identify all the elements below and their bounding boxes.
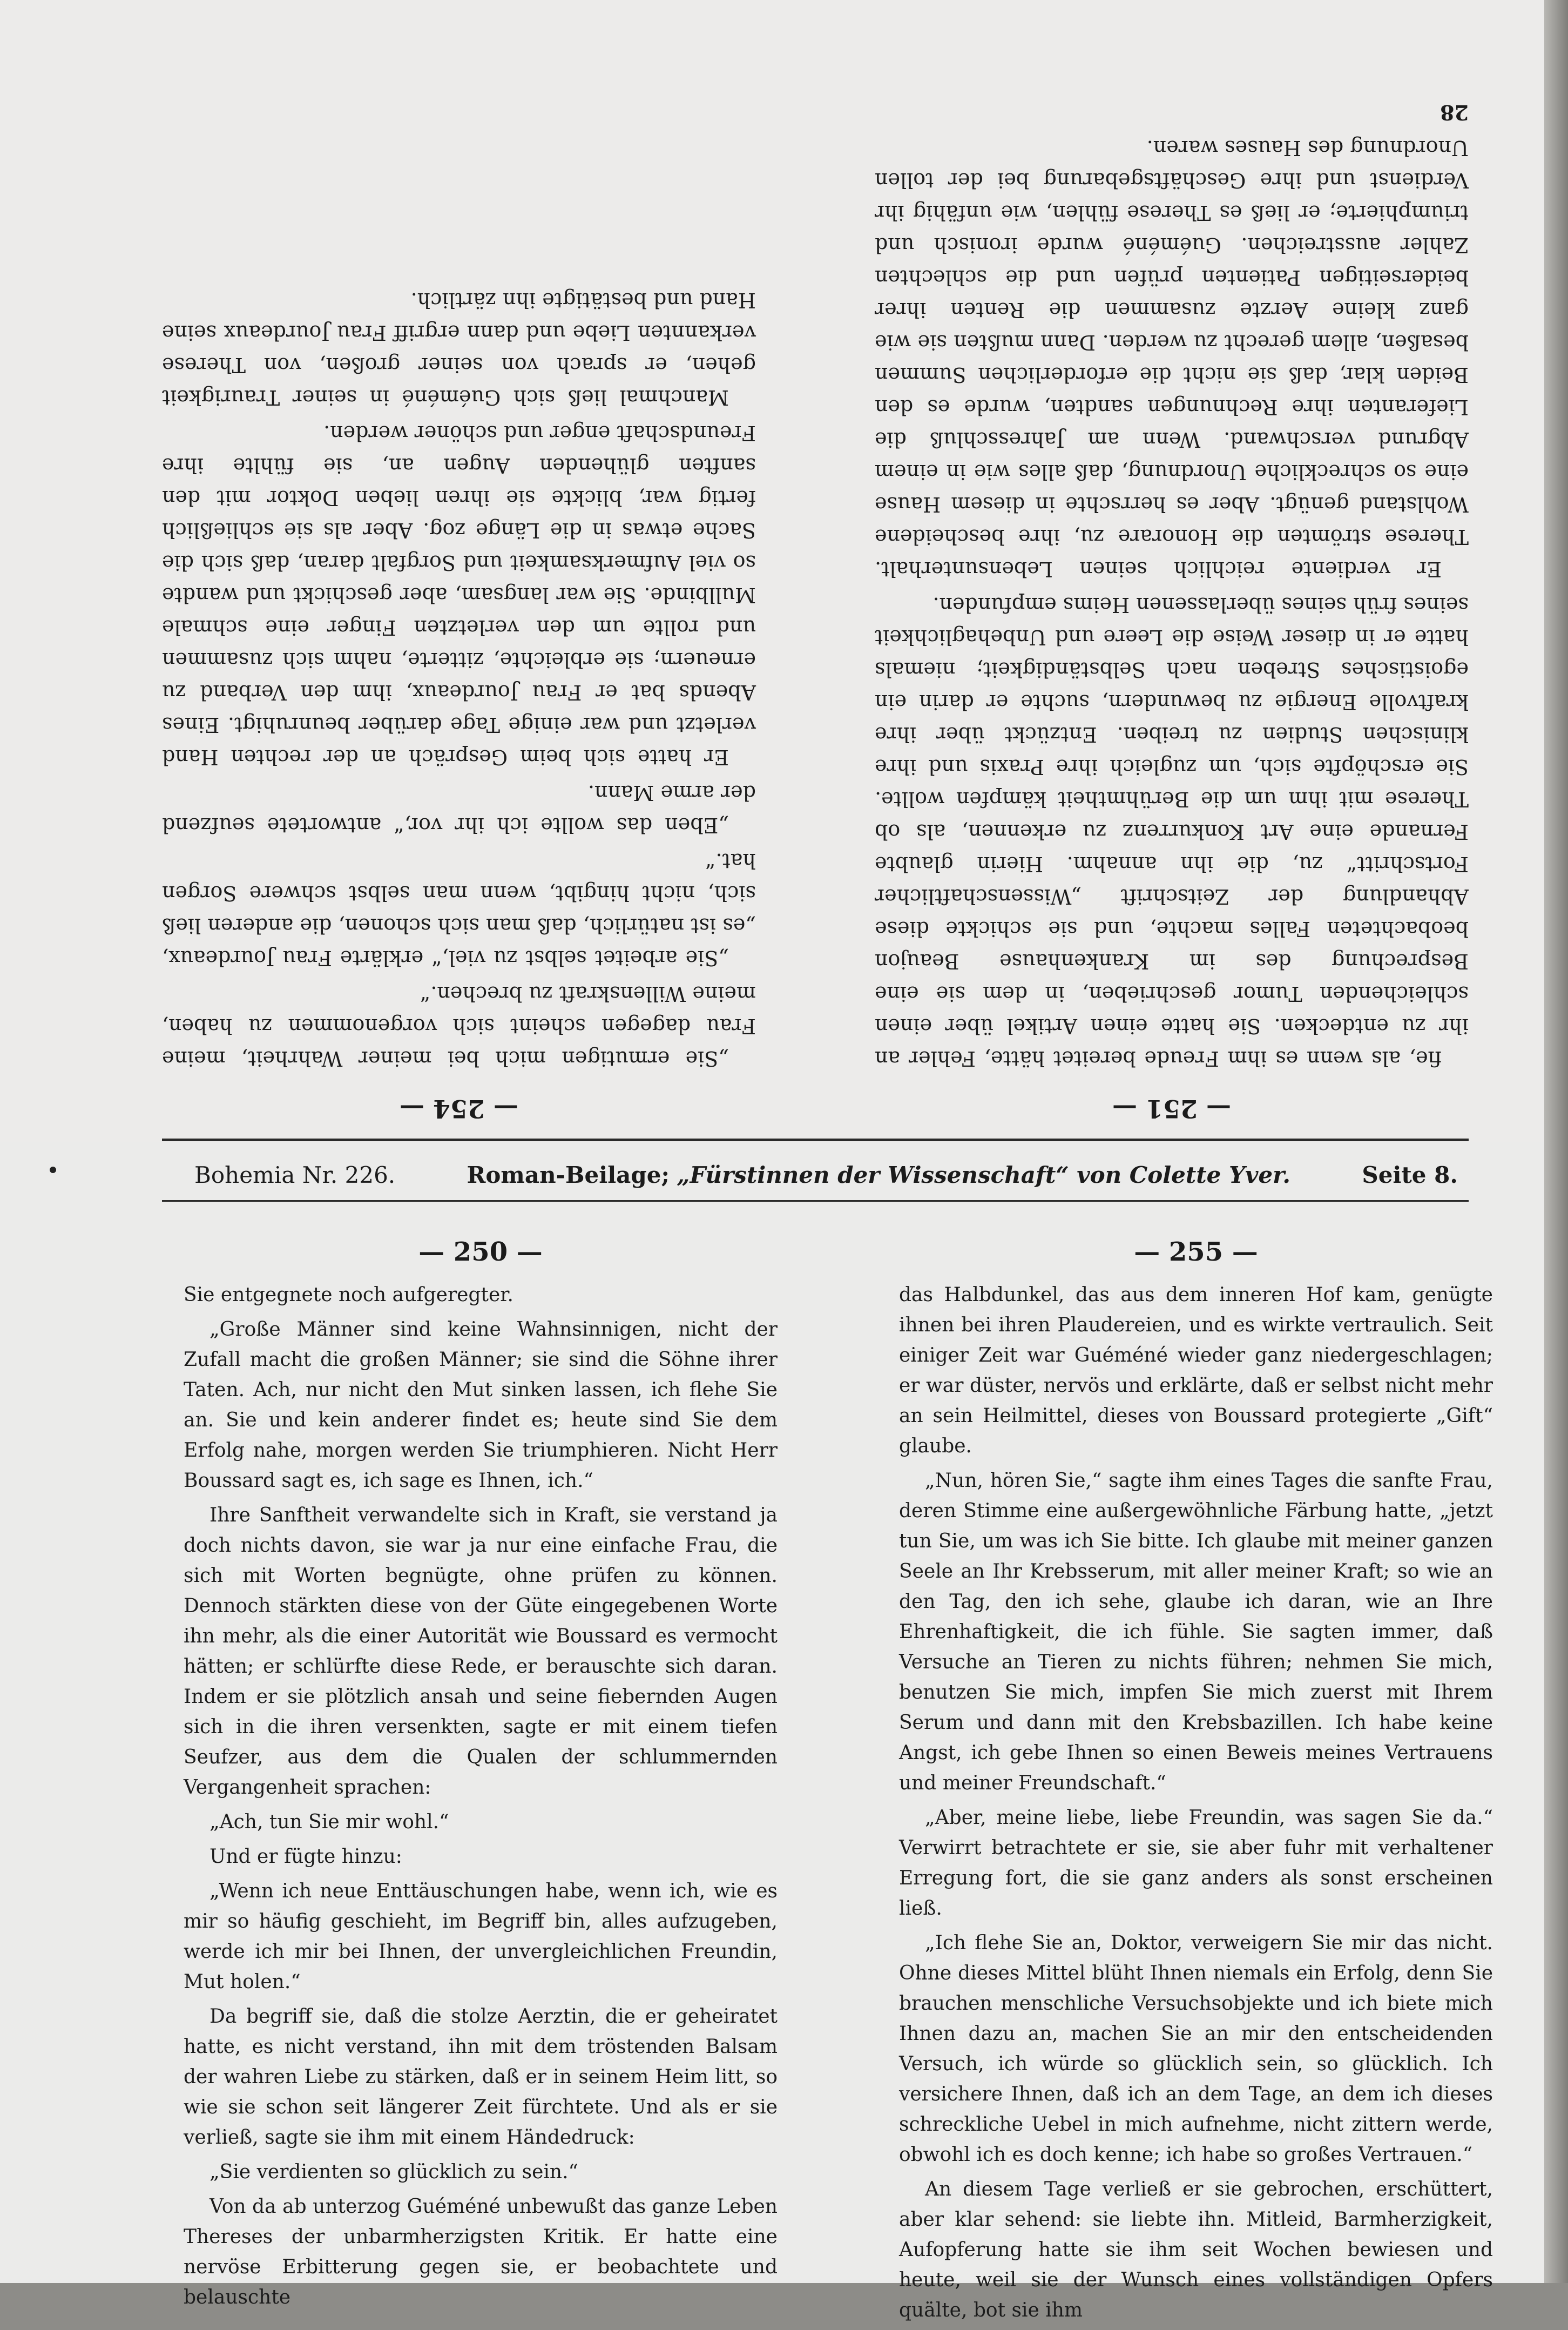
upper-left-column [875, 93, 1469, 1075]
paragraph: Er hatte sich beim Gespräch an der rechten Hand verletzt und war einige Tage darüber beunruhigt. Eines Abends bat er Frau Jourdeaux, ihm den Verband zu erneuern; sie erbleichte, zitterte, nahm sich zusammen und rollte um den verletzten Finger eine schmale Mullbinde. Sie war langsam, aber geschickt und wandte so viel Aufmerksamkeit und Sorgfalt daran, daß sich die Sache etwas in die Länge zog. Aber als sie schließlich fertig war, blickte sie ihren lieben Doktor mit den sanften glühenden Augen an, sie fühlte ihre Freundschaft enger und schöner werden. [162, 421, 756, 769]
paragraph: „Aber, meine liebe, liebe Freundin, was sagen Sie da.“ Verwirrt betrachtete er sie, sie aber fuhr mit verhaltener Erregung fort, die sie ganz anders als sonst erscheinen ließ. [899, 1807, 1493, 1920]
supplement-label [467, 1162, 1291, 1188]
paragraph: fie, als wenn es ihm Freude bereitet hätte, Fehler an ihr zu entdecken. Sie hatte einen Artikel über einen schleichenden Tumor geschrieben, in dem sie eine Besprechung des im Krankenhause Beaujon beobachteten Falles machte, und sie schickte diese Abhandlung der Zeitschrift „Wissenschaftlicher Fortschritt“ zu, die ihn annahm. Hierin glaubte Fernande eine Art Konkurrenz zu erkennen, als ob Therese mit ihm um die Berühmtheit kämpfen wollte. Sie erschöpfte sich, um zugleich ihre Praxis und ihre klinischen Studien zu treiben. Entzückt über ihre kraftvolle Energie zu bewundern, suchte er darin ein egoistisches Streben nach Selbständigkeit; niemals hatte er in dieser Weise die Leere und Unbehaglichkeit seines früh seines überlassenen Heims empfunden. [875, 593, 1469, 1070]
paragraph: „Nun, hören Sie,“ sagte ihm eines Tages die sanfte Frau, deren Stimme eine außergewöhnliche Färbung hatte, „jetzt tun Sie, um was ich Sie bitte. Ich glaube mit meiner ganzen Seele an Ihr Krebsserum, mit aller meiner Kraft; so wie an den Tag, den ich sehe, glaube ich daran, wie an Ihre Ehrenhaftigkeit, die ich fühle. Sie sagten immer, daß Versuche an Tieren zu nichts führen; nehmen Sie mich, benutzen Sie mich, impfen Sie mich zuerst mit Ihrem Serum und dann mit den Krebsbazillen. Ich habe keine Angst, ich gebe Ihnen so einen Beweis meines Vertrauens und meiner Freundschaft.“ [899, 1470, 1493, 1794]
page-edge-shadow [1544, 0, 1568, 2283]
supplement-name: Roman-Beilage; [467, 1161, 670, 1188]
paragraph: Sie entgegnete noch aufgeregter. [184, 1284, 513, 1306]
novel-title: „Fürstinnen der Wissenschaft“ von Colette Yver. [677, 1161, 1291, 1188]
paragraph: das Halbdunkel, das aus dem inneren Hof kam, genügte ihnen bei ihren Plaudereien, und es wirkte vertraulich. Seit einiger Zeit war Guéméné wieder ganz niedergeschlagen; er war düster, nervös und erklärte, daß er selbst nicht mehr an sein Heilmittel, dieses von Boussard protegierte „Gift“ glaube. [899, 1284, 1493, 1457]
running-header [194, 1156, 1458, 1194]
paragraph: „Eben das wollte ich ihr vor,“ antwortete seufzend der arme Mann. [162, 781, 756, 837]
paragraph: „Ach, tun Sie mir wohl.“ [209, 1811, 449, 1833]
lower-right-column [899, 1280, 1493, 2330]
paragraph: „Sie ermutigen mich bei meiner Wahrheit, meine Frau dagegen scheint sich vorgenommen zu haben, meine Willenskraft zu brechen.“ [162, 982, 756, 1070]
page-number: Seite 8. [1362, 1161, 1458, 1188]
folio-mark: 28 [1440, 100, 1469, 125]
upper-left-page-number: — 251 — [1112, 1094, 1232, 1123]
paragraph: Und er fügte hinzu: [209, 1846, 402, 1868]
paragraph: Von da ab unterzog Guéméné unbewußt das ganze Leben Thereses der unbarmherzigsten Kritik. Er hatte eine nervöse Erbitterung gegen sie, er beobachtete und belauschte [184, 2196, 778, 2308]
paragraph: Manchmal ließ sich Guéméné in seiner Traurigkeit gehen, er sprach von seiner großen, von Therese verkannten Liebe und dann ergriff Frau Jourdeaux seine Hand und bestätigte ihn zärtlich. [162, 288, 756, 409]
divider-rule-top [162, 1139, 1469, 1141]
lower-right-page-number: — 255 — [1134, 1237, 1258, 1267]
paragraph: „Sie arbeitet selbst zu viel,“ erklärte Frau Jourdeaux, „es ist natürlich, daß man sich schonen, die anderen ließ sich, nicht hingibt, wenn man selbst schwere Sorgen hat.“ [162, 849, 756, 970]
paragraph: An diesem Tage verließ er sie gebrochen, erschüttert, aber klar sehend: sie liebte ihn. Mitleid, Barmherzigkeit, Aufopferung hatte sie ihm seit Wochen bewiesen und heute, weil sie der Wunsch eines vollständigen Opfers quälte, bot sie ihm [899, 2178, 1493, 2321]
upper-right-column [162, 281, 756, 1075]
divider-rule-bottom [162, 1200, 1469, 1202]
paragraph: Er verdiente reichlich seinen Lebensunterhalt. Therese strömten die Honorare zu, ihre bescheidene Wohlstand genügt. Aber es herrschte in diesem Hause eine so schreckliche Unordnung, daß alles wie in einem Abgrund verschwand. Wenn am Jahresschluß die Lieferanten ihre Rechnungen sandten, wurde es den Beiden klar, daß sie nicht die erforderlichen Summen besaßen, allem gerecht zu werden. Dann mußten sie wie ganz kleine Aerzte zusammen die Renten ihrer beiderseitigen Patienten prüfen und die schlechten Zahler ausstreichen. Guéméné wurde ironisch und triumphierte; er ließ es Therese fühlen, wie unfähig ihr Verdienst und ihre Geschäftsgebarung bei der tollen Unordnung des Hauses waren. [875, 136, 1469, 581]
newspaper-issue: Bohemia Nr. 226. [194, 1161, 396, 1188]
upside-down-upper-page [162, 81, 1469, 1123]
lower-left-page-number: — 250 — [418, 1237, 543, 1267]
paragraph: „Große Männer sind keine Wahnsinnigen, nicht der Zufall macht die großen Männer; sie sind die Söhne ihrer Taten. Ach, nur nicht den Mut sinken lassen, ich flehe Sie an. Sie und kein anderer findet es; heute sind Sie dem Erfolg nahe, morgen werden Sie triumphieren. Nicht Herr Boussard sagt es, ich sage es Ihnen, ich.“ [184, 1318, 778, 1492]
paragraph: „Wenn ich neue Enttäuschungen habe, wenn ich, wie es mir so häufig geschieht, im Begriff bin, alles aufzugeben, werde ich mir bei Ihnen, der unvergleichlichen Freundin, Mut holen.“ [184, 1880, 778, 1993]
paragraph: „Sie verdienten so glücklich zu sein.“ [209, 2161, 578, 2183]
paragraph: Ihre Sanftheit verwandelte sich in Kraft, sie verstand ja doch nichts davon, sie war ja nur eine einfache Frau, die sich mit Worten begnügte, ohne prüfen zu können. Dennoch stärkten diese von der Güte eingegebenen Worte ihn mehr, als die einer Autorität wie Boussard es vermocht hätten; er schlürfte diese Rede, er berauschte sich daran. Indem er sie plötzlich ansah und seine fiebernden Augen sich in die ihren versenkten, sagte er mit einem tiefen Seufzer, aus dem die Qualen der schlummernden Vergangenheit sprachen: [184, 1504, 778, 1799]
paragraph: „Ich flehe Sie an, Doktor, verweigern Sie mir das nicht. Ohne dieses Mittel blüht Ihnen niemals ein Erfolg, denn Sie brauchen menschliche Versuchsobjekte und ich biete mich Ihnen dazu an, machen Sie an mir den entscheidenden Versuch, ich würde so glücklich sein, so glücklich. Ich versichere Ihnen, daß ich an dem Tage, an dem ich dieses schreckliche Uebel in mich aufnehme, nicht zittern werde, obwohl ich es doch kenne; ich habe so großes Vertrauen.“ [899, 1932, 1493, 2166]
punch-mark [50, 1167, 56, 1173]
paragraph: Da begriff sie, daß die stolze Aerztin, die er geheiratet hatte, es nicht verstand, ihn mit dem tröstenden Balsam der wahren Liebe zu stärken, daß er in seinem Heim litt, so wie sie schon seit längerer Zeit fürchtete. Und als er sie verließ, sagte sie ihm mit einem Händedruck: [184, 2005, 778, 2149]
lower-left-column [184, 1280, 778, 2317]
upper-right-page-number: — 254 — [399, 1094, 519, 1123]
